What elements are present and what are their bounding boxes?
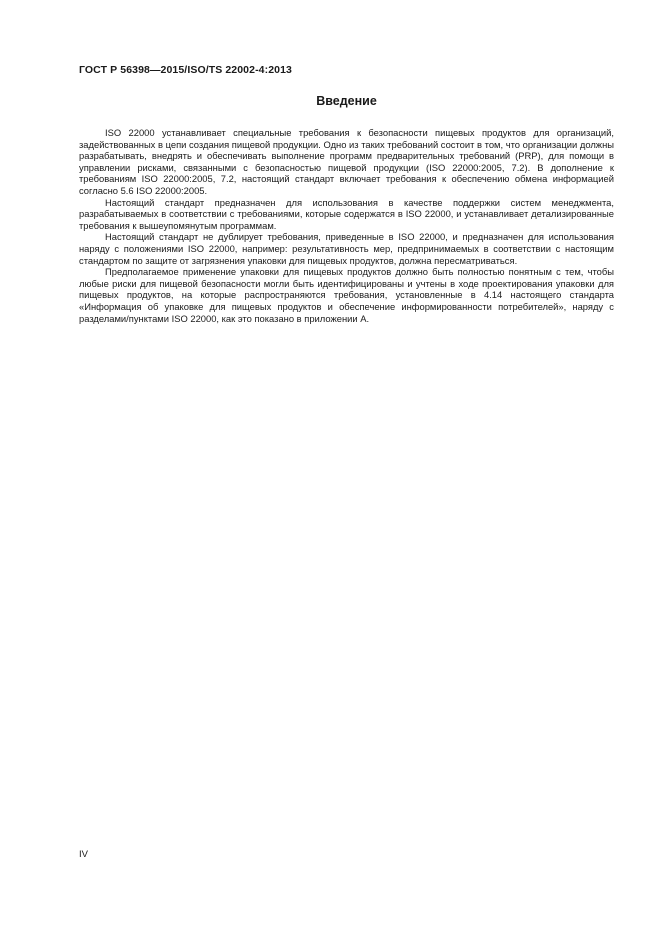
paragraph-2: Настоящий стандарт предназначен для использования в качестве поддержки систем менеджмента, разрабатываемых в соответствии с требованиями, которые содержатся в ISO 22000, и устанавливает детализированные требования к вышеупомянутым программам. (79, 196, 614, 231)
page-number: IV (79, 849, 88, 860)
paragraph-1: ISO 22000 устанавливает специальные требования к безопасности пищевых продуктов для организаций, задействованных в цепи создания пищевой продукции. Одно из таких требований состоит в том, что организации должны разрабатывать, внедрять и обеспечивать выполнение программ предварительных требований (PRP), для помощи в управлении рисками, связанными с безопасностью пищевой продукции (ISO 22000:2005, 7.2). В дополнение к требованиям ISO 22000:2005, 7.2, настоящий стандарт включает требования к обеспечению обмена информацией согласно 5.6 ISO 22000:2005. (79, 127, 614, 196)
introduction-body (79, 127, 614, 324)
paragraph-4: Предполагаемое применение упаковки для пищевых продуктов должно быть полностью понятным с тем, чтобы любые риски для пищевой безопасности могли быть идентифицированы и учтены в ходе проектирования упаковки для пищевых продуктов, на которые распространяются требования, установленные в 4.14 настоящего стандарта «Информация об упаковке для пищевых продуктов и обеспечение информированности потребителей», наряду с разделами/пунктами ISO 22000, как это показано в приложении А. (79, 266, 614, 324)
paragraph-3: Настоящий стандарт не дублирует требования, приведенные в ISO 22000, и предназначен для использования наряду с положениями ISO 22000, например: результативность мер, предпринимаемых в соответствии с настоящим стандартом по защите от загрязнения упаковки для пищевых продуктов, должна пересматриваться. (79, 231, 614, 266)
section-title: Введение (316, 94, 377, 108)
document-header: ГОСТ Р 56398—2015/ISO/TS 22002-4:2013 (79, 64, 292, 76)
